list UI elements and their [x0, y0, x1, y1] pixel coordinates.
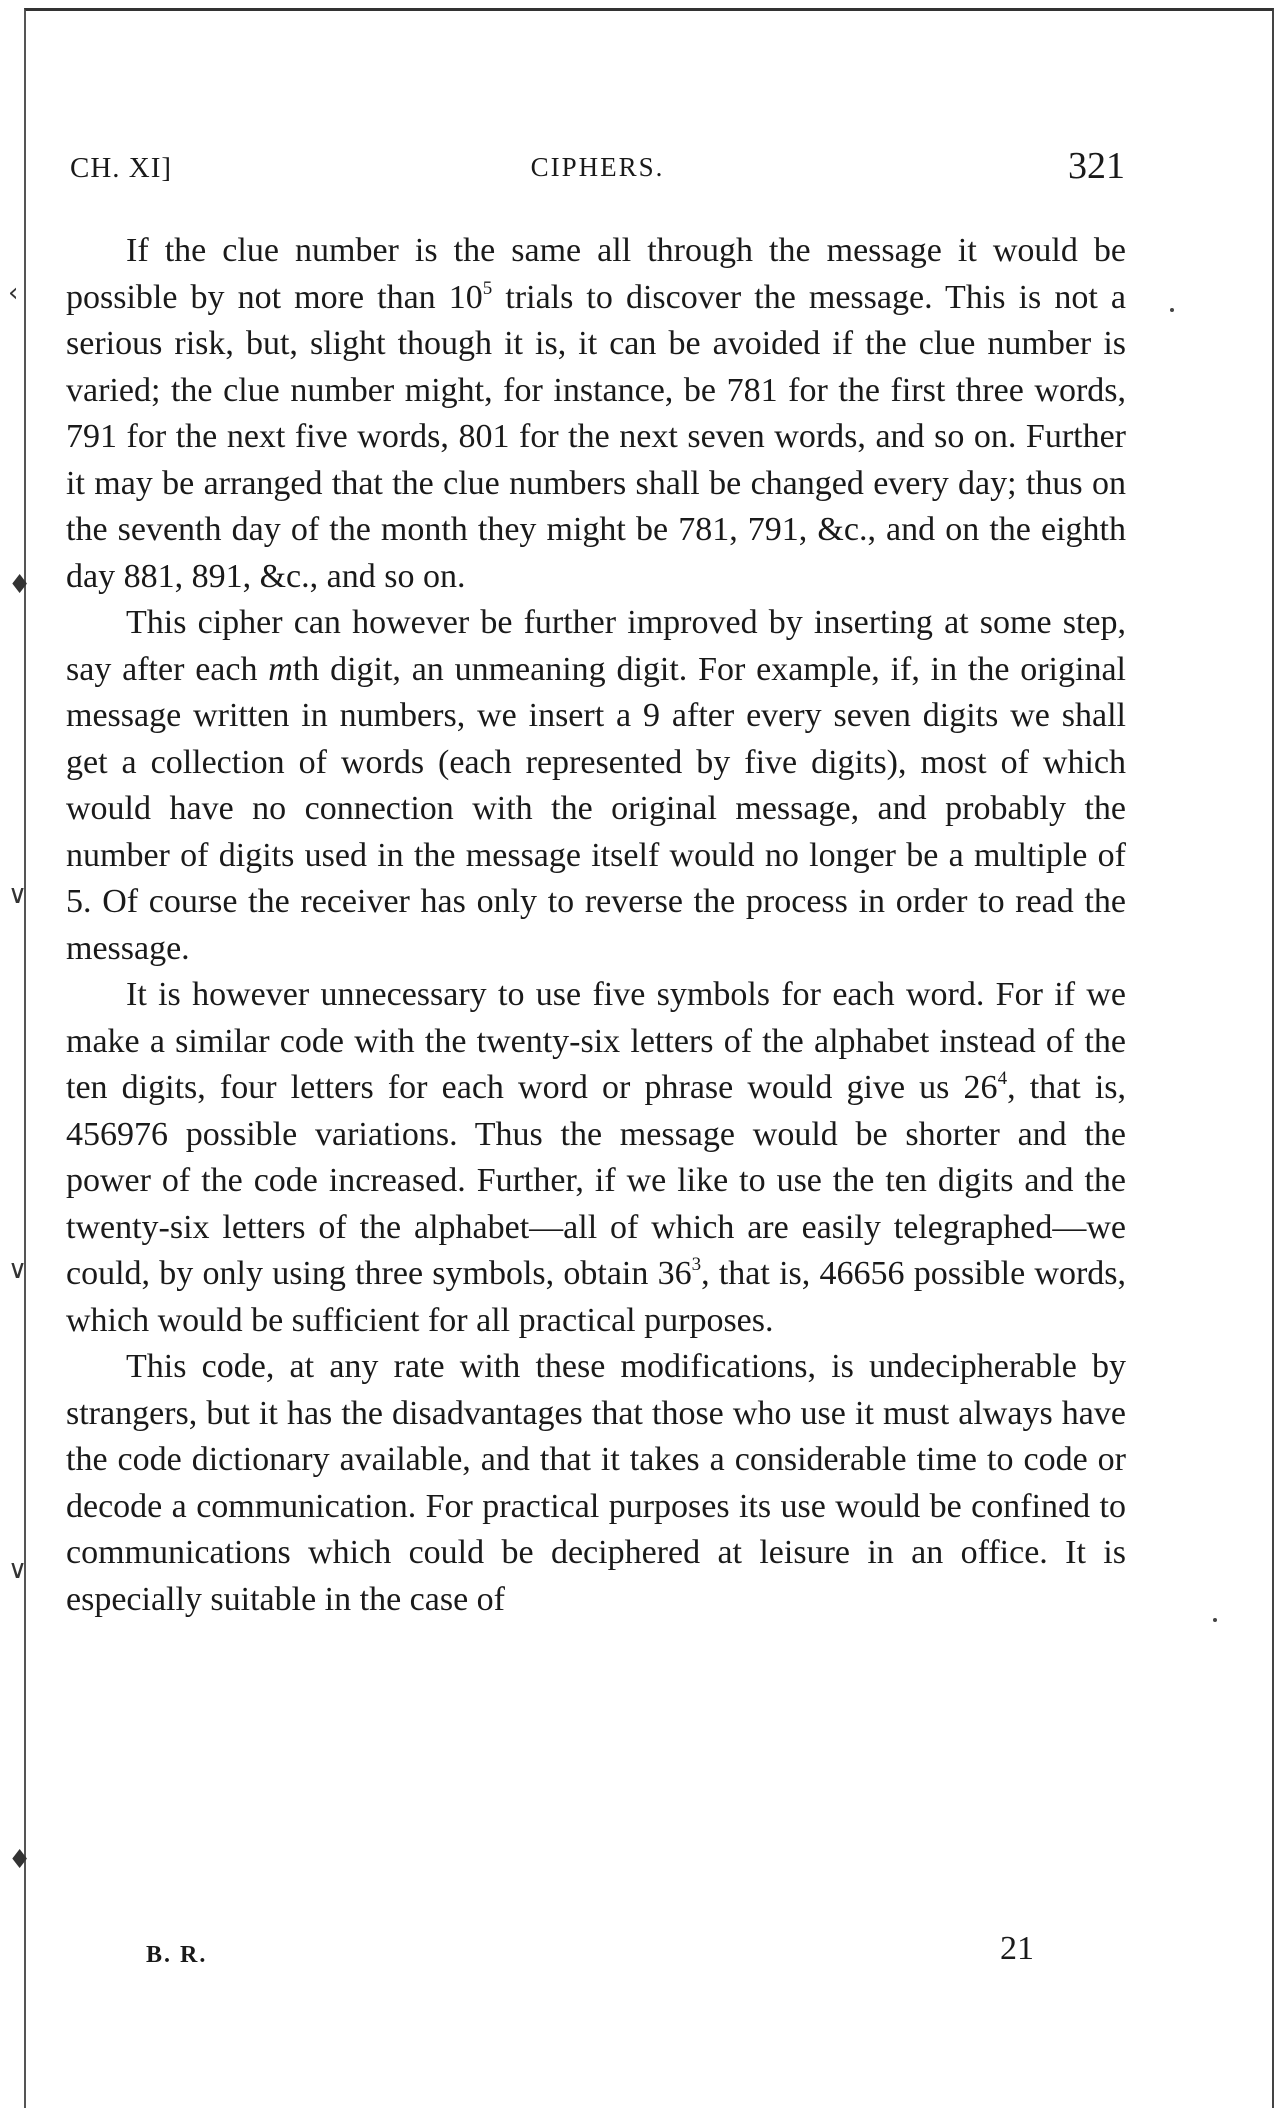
running-head: [70, 142, 1125, 192]
paragraph-3-text-mid: , that is, 456976 possible variations. Thus the message would be shorter and the power of the code increased. Further, if we like to use the ten digits and the twenty-six letters of the alphabet—all of which are easily telegraphed—we could, by only using three symbols, obtain 36: [66, 1069, 1126, 1292]
paragraph-3-text-cont: , that is, 46656 possible words, which would be sufficient for all practical purposes.: [66, 1255, 1127, 1339]
margin-rule: [24, 60, 26, 2100]
paragraph-2: [66, 600, 1126, 972]
exponent: 4: [997, 1068, 1008, 1089]
margin-mark-icon: ♦: [8, 1845, 32, 1875]
stray-dot: [1213, 1618, 1217, 1622]
margin-mark-icon: ‹: [8, 278, 19, 308]
chapter-label: CH. XI]: [70, 152, 173, 184]
paragraph-4-text: This code, at any rate with these modifications, is undecipherable by strangers, but it has the disadvantages that those who use it must always have the code dictionary available, and that it takes a considerable time to code or decode a communication. For practical purposes its use would be confined to communications which could be deciphered at leisure in an office. It is especially suitable in the case of: [66, 1348, 1126, 1618]
sheet-number: 21: [1000, 1930, 1034, 1967]
paragraph-2-text: This cipher can however be further improved by inserting at some step, say after each: [66, 604, 1126, 688]
margin-mark-icon: ∨: [8, 1255, 28, 1285]
exponent: 3: [691, 1254, 702, 1275]
paragraph-1: [66, 228, 1126, 600]
page-footer: [70, 1930, 1110, 1980]
paragraph-2-text-cont: th digit, an unmeaning digit. For example, if, in the original message written in numbers, we insert a 9 after every seven digits we shall get a collection of words (each represented by five digits), most of which would have no connection with the original message, and probably the number of digits used in the message itself would no longer be a multiple of 5. Of course the receiver has only to reverse the process in order to read the message.: [66, 650, 1126, 967]
margin-mark-icon: ♦: [8, 570, 32, 600]
body-text: [66, 228, 1126, 1623]
signature-mark: B. R.: [146, 1942, 208, 1968]
italic-variable: m: [268, 650, 293, 688]
margin-mark-icon: ∨: [8, 880, 28, 910]
exponent: 5: [482, 277, 493, 299]
paragraph-4: [66, 1344, 1126, 1623]
paragraph-3-text: It is however unnecessary to use five symbols for each word. For if we make a similar code with the twenty-six letters of the alphabet instead of the ten digits, four letters for each word or phrase would give us 26: [66, 976, 1126, 1106]
paragraph-1-text-cont: trials to discover the message. This is not a serious risk, but, slight though it is, it can be avoided if the clue number is varied; the clue number might, for instance, be 781 for the first three words, 791 for the next five words, 801 for the next seven words, and so on. Further it may be arranged that the clue numbers shall be changed every day; thus on the seventh day of the month they might be 781, 791, &c., and on the eighth day 881, 891, &c., and so on.: [66, 278, 1126, 595]
paragraph-3: [66, 972, 1126, 1344]
page-number: 321: [1068, 145, 1125, 187]
stray-dot: [1170, 308, 1174, 312]
running-title: CIPHERS.: [530, 152, 665, 182]
paragraph-1-text: If the clue number is the same all through the message it would be possible by not more than 10: [66, 232, 1126, 316]
margin-mark-icon: ∨: [8, 1555, 28, 1585]
